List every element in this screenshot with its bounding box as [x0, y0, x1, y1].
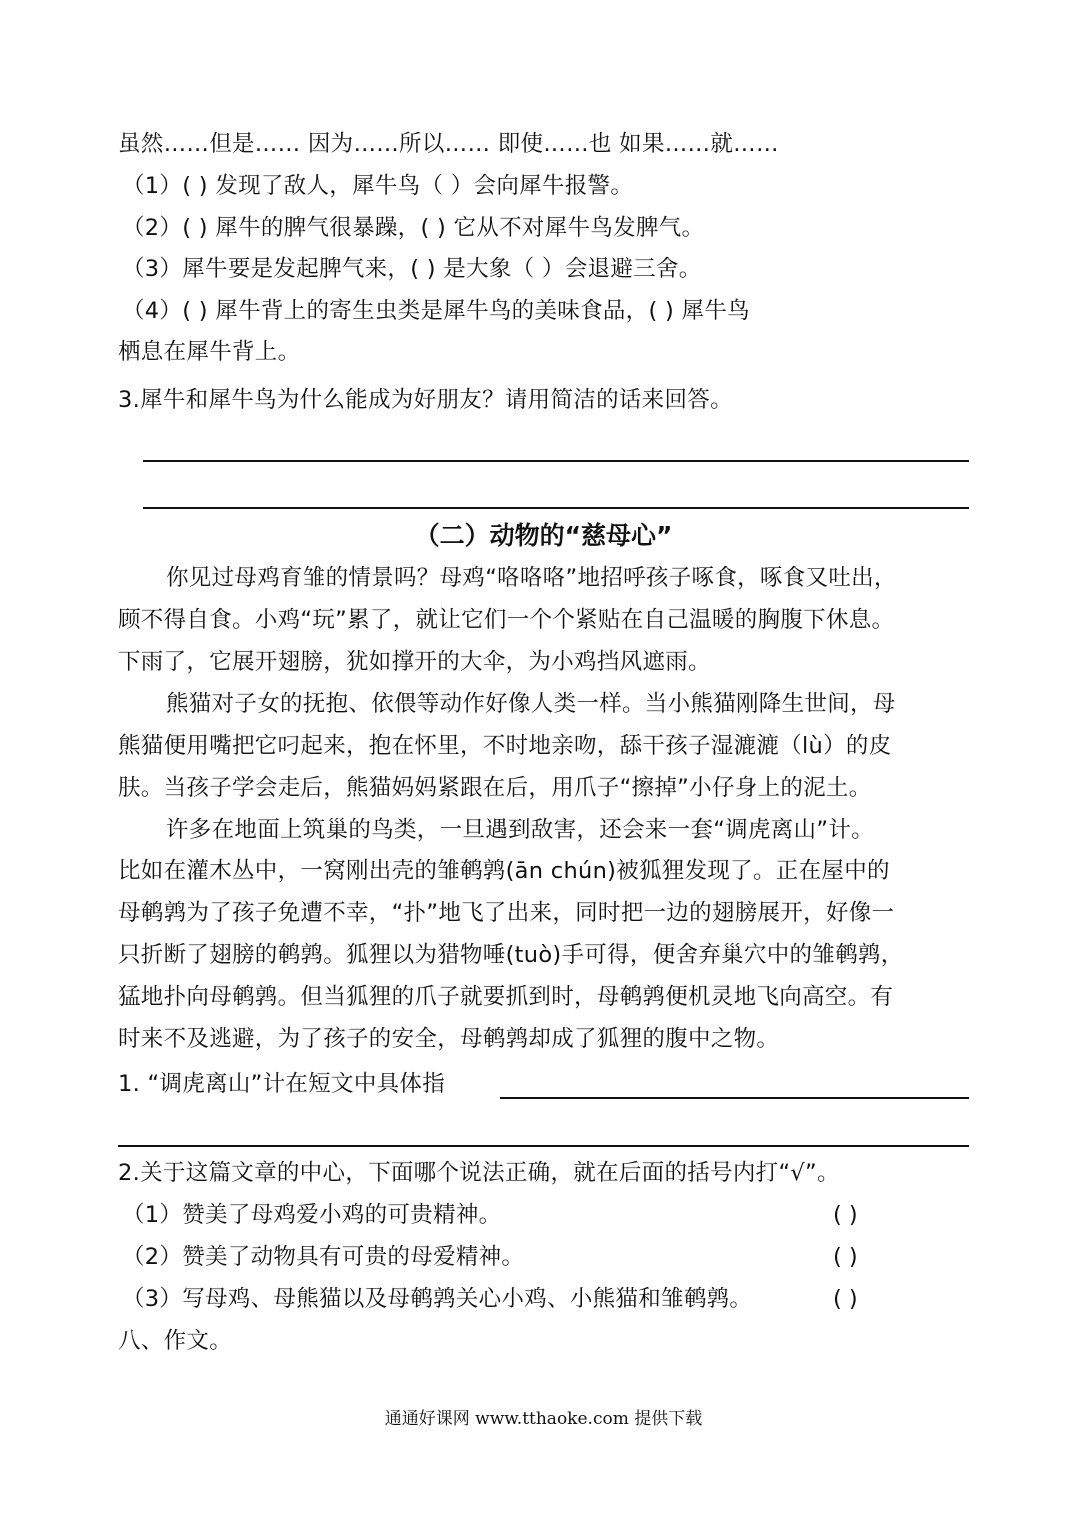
paragraph-2-line-3: 肤。当孩子学会走后，熊猫妈妈紧跟在后，用爪子“擦掉”小仔身上的泥土。	[118, 775, 872, 801]
answer-line-q1	[500, 1097, 969, 1099]
fill-question-2: （2）( ) 犀牛的脾气很暴躁，( ) 它从不对犀牛鸟发脾气。	[122, 215, 705, 241]
composition-heading: 八、作文。	[118, 1328, 233, 1354]
paragraph-3-line-4: 只折断了翅膀的鹌鹑。狐狸以为猎物唾(tuò)手可得，便舍弃巢穴中的雏鹌鹑，	[118, 942, 904, 968]
fill-question-3: （3）犀牛要是发起脾气来，( ) 是大象（ ）会退避三舍。	[122, 256, 702, 282]
paragraph-3-line-1: 许多在地面上筑巢的鸟类，一旦遇到敌害，还会来一套“调虎离山”计。	[166, 817, 874, 843]
paragraph-3-line-2: 比如在灌木丛中，一窝刚出壳的雏鹌鹑(ān chún)被狐狸发现了。正在屋中的	[118, 858, 890, 884]
fill-question-1: （1）( ) 发现了敌人，犀牛鸟（ ）会向犀牛报警。	[122, 173, 634, 199]
answer-line-q1-2	[118, 1145, 969, 1147]
option-3-parens: ( )	[833, 1286, 858, 1312]
answer-line-1	[143, 460, 969, 462]
paragraph-2-line-1: 熊猫对子女的抚抱、依偎等动作好像人类一样。当小熊猫刚降生世间，母	[166, 691, 896, 717]
option-2: （2）赞美了动物具有可贵的母爱精神。	[122, 1244, 525, 1270]
paragraph-3-line-5: 猛地扑向母鹌鹑。但当狐狸的爪子就要抓到时，母鹌鹑便机灵地飞向高空。有	[118, 984, 894, 1010]
option-3: （3）写母鸡、母熊猫以及母鹌鹑关心小鸡、小熊猫和雏鹌鹑。	[122, 1286, 753, 1312]
paragraph-2-line-2: 熊猫便用嘴把它叼起来，抱在怀里，不时地亲吻，舔干孩子湿漉漉（lù）的皮	[118, 733, 892, 759]
option-2-parens: ( )	[833, 1244, 858, 1270]
paragraph-1-line-3: 下雨了，它展开翅膀，犹如撑开的大伞，为小鸡挡风遮雨。	[118, 649, 711, 675]
fill-question-4-line1: （4）( ) 犀牛背上的寄生虫类是犀牛鸟的美味食品，( ) 犀牛鸟	[122, 298, 750, 324]
question-1: 1. “调虎离山”计在短文中具体指	[118, 1071, 446, 1097]
section-title: （二）动物的“慈母心”	[414, 521, 673, 550]
question-3: 3.犀牛和犀牛鸟为什么能成为好朋友？请用简洁的话来回答。	[118, 387, 733, 413]
option-1-parens: ( )	[833, 1202, 858, 1228]
connectives-line: 虽然……但是…… 因为……所以…… 即使……也 如果……就……	[118, 131, 779, 157]
paragraph-3-line-3: 母鹌鹑为了孩子免遭不幸，“扑”地飞了出来，同时把一边的翅膀展开，好像一	[118, 900, 895, 926]
fill-question-4-line2: 栖息在犀牛背上。	[118, 339, 301, 365]
question-2: 2.关于这篇文章的中心，下面哪个说法正确，就在后面的括号内打“√”。	[118, 1160, 840, 1186]
option-1: （1）赞美了母鸡爱小鸡的可贵精神。	[122, 1202, 502, 1228]
answer-line-2	[143, 507, 969, 509]
paragraph-3-line-6: 时来不及逃避，为了孩子的安全，母鹌鹑却成了狐狸的腹中之物。	[118, 1026, 780, 1052]
paragraph-1-line-1: 你见过母鸡育雏的情景吗？母鸡“咯咯咯”地招呼孩子啄食，啄食又吐出，	[166, 565, 897, 591]
page-footer: 通通好课网 www.tthaoke.com 提供下载	[384, 1409, 703, 1429]
paragraph-1-line-2: 顾不得自食。小鸡“玩”累了，就让它们一个个紧贴在自己温暖的胸腹下休息。	[118, 607, 895, 633]
